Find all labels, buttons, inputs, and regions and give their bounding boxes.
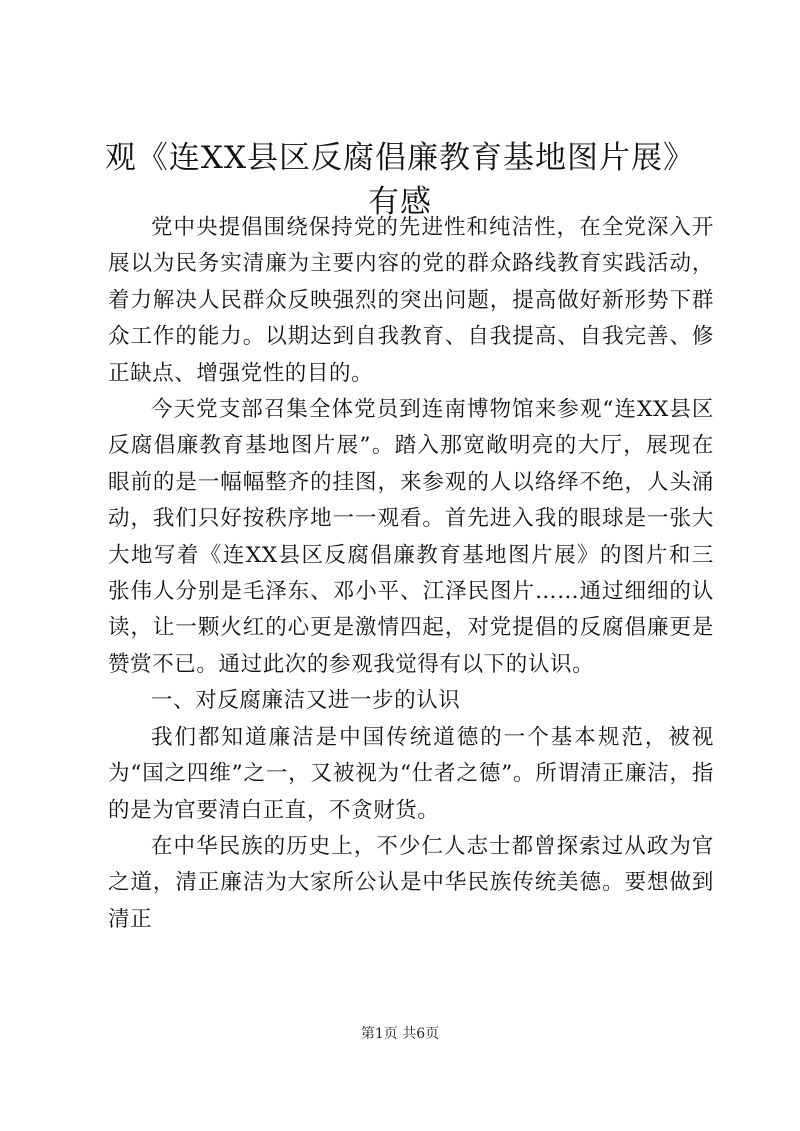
- section-heading: 一、对反腐廉洁又进一步的认识: [151, 688, 461, 714]
- paragraph-intro: 党中央提倡围绕保持党的先进性和纯洁性，在全党深入开展以为民务实清廉为主要内容的党的群众路线教育实践活动，着力解决人民群众反映强烈的突出问题，提高做好新形势下群众工作的能力。以期达到自我教育、自我提高、自我完善、修正缺点、增强党性的目的。: [108, 215, 714, 386]
- document-title: 观《连XX县区反腐倡廉教育基地图片展》有感: [104, 140, 696, 220]
- page-footer: 第1页 共6页: [360, 1026, 440, 1042]
- document-body: [108, 210, 714, 938]
- paragraph-history: 在中华民族的历史上，不少仁人志士都曾探索过从政为官之道，清正廉洁为大家所公认是中华民族传统美德。要想做到清正: [108, 833, 714, 932]
- paragraph-visit: 今天党支部召集全体党员到连南博物馆来参观“连XX县区反腐倡廉教育基地图片展”。踏入那宽敞明亮的大厅，展现在眼前的是一幅幅整齐的挂图，来参观的人以络绎不绝，人头涌动，我们只好按秩序地一一观看。首先进入我的眼球是一张大大地写着《连XX县区反腐倡廉教育基地图片展》的图片和三张伟人分别是毛泽东、邓小平、江泽民图片……通过细细的认读，让一颗火红的心更是激情四起，对党提倡的反腐倡廉更是赞赏不已。通过此次的参观我觉得有以下的认识。: [108, 397, 714, 677]
- paragraph-integrity: 我们都知道廉洁是中国传统道德的一个基本规范，被视为“国之四维”之一，又被视为“仕者之德”。所谓清正廉洁，指的是为官要清白正直，不贪财货。: [108, 724, 714, 823]
